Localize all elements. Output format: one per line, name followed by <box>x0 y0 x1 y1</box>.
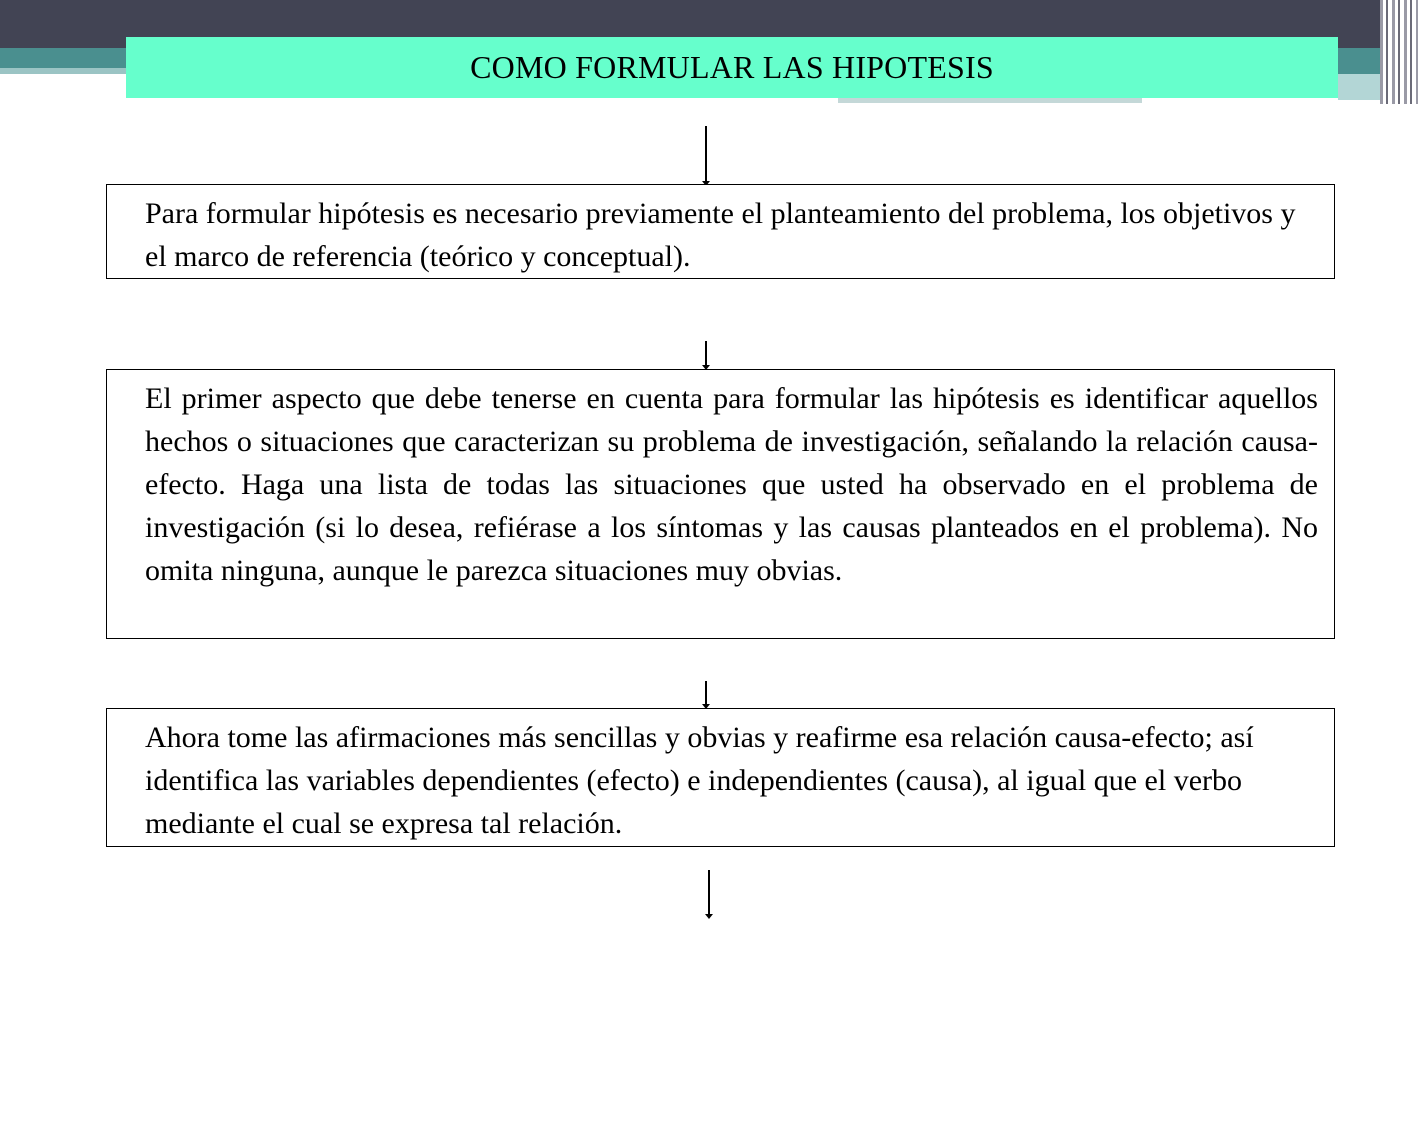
arrow-down-4 <box>708 870 710 916</box>
step-box-1: Para formular hipótesis es necesario previamente el planteamiento del problema, los objetivos y el marco de referencia (teórico y conceptual). <box>106 184 1335 279</box>
arrow-down-2 <box>705 341 707 367</box>
header-accent-left <box>0 48 128 68</box>
step-box-2: El primer aspecto que debe tenerse en cuenta para formular las hipótesis es identificar aquellos hechos o situaciones que caracterizan su problema de investigación, señalando la relación causa-efecto. Haga una lista de todas las situaciones que usted ha observado en el problema de investigación (si lo desea, refiérase a los síntomas y las causas planteados en el problema). No omita ninguna, aunque le parezca situaciones muy obvias. <box>106 369 1335 639</box>
header-stripes <box>1380 0 1418 104</box>
header-accent-left-light <box>0 68 128 74</box>
arrow-down-1 <box>705 126 707 183</box>
step-box-3: Ahora tome las afirmaciones más sencillas y obvias y reafirme esa relación causa-efecto; así identifica las variables dependientes (efecto) e independientes (causa), al igual que el verbo mediante el cual se expresa tal relación. <box>106 708 1335 847</box>
diagram-title: COMO FORMULAR LAS HIPOTESIS <box>126 37 1338 98</box>
arrow-down-3 <box>705 681 707 706</box>
